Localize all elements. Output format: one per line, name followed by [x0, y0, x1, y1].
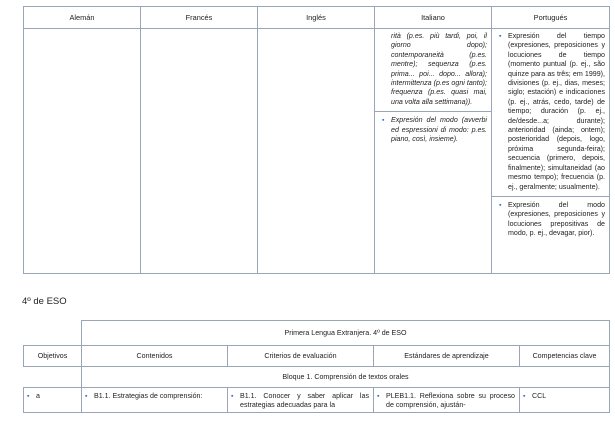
cell-estandares — [374, 388, 520, 413]
portugues-item-modo — [498, 201, 605, 239]
bullet-icon: ▪ — [377, 393, 380, 400]
objetivos-text: a — [36, 392, 40, 400]
contenidos-text: B1.1. Estrategias de comprensión: — [94, 392, 203, 400]
cell-frances — [141, 29, 258, 274]
cell-objetivos — [24, 388, 82, 413]
cell-ingles — [258, 29, 375, 274]
cell-criterios — [228, 388, 374, 413]
curriculum-table — [23, 320, 610, 413]
criterios-text: B1.1. Conocer y saber aplicar las estrategias adecuadas para la — [240, 392, 369, 409]
divider — [375, 111, 491, 112]
bullet-icon: ▪ — [27, 393, 30, 400]
italiano-item-modo-text: Expresión del modo (avverbi ed espressioni di modo: p.es. piano, così, insieme). — [391, 116, 487, 144]
bullet-icon: ▪ — [499, 201, 502, 209]
cell-competencias — [520, 388, 610, 413]
col-estandares: Estándares de aprendizaje — [374, 346, 520, 367]
column-header-row — [24, 346, 610, 367]
estandares-text: PLEB1.1. Reflexiona sobre su proceso de comprensión, ajustán- — [386, 392, 515, 409]
table-title: Primera Lengua Extranjera. 4º de ESO — [82, 321, 610, 346]
col-criterios: Criterios de evaluación — [228, 346, 374, 367]
cell-portugues — [492, 29, 610, 274]
section-heading: 4º de ESO — [22, 296, 67, 307]
bullet-icon: ▪ — [523, 393, 526, 400]
language-content-table — [23, 6, 610, 274]
cell-contenidos — [82, 388, 228, 413]
header-italiano: Italiano — [375, 7, 492, 29]
italiano-content — [375, 29, 491, 144]
portugues-item-tiempo — [498, 32, 605, 192]
col-objetivos: Objetivos — [24, 346, 82, 367]
header-aleman: Alemán — [24, 7, 141, 29]
language-header-row — [24, 7, 610, 29]
block-row — [24, 367, 610, 388]
divider — [492, 196, 609, 197]
portugues-item-tiempo-text: Expresión del tiempo (expresiones, preposiciones y locuciones de tiempo (momento puntual (p. ej., são quinze para as três; em 1999), divisiones (p. ej., dias, meses; siglo; estación) e indicaciones (p. ej., atrás, cedo, tarde) de tiempo; duración (p. ej., de/desde...a; durante); anterioridad (ainda; ontem); posterioridad (depois, logo, próxima segunda-feira); secuencia (primero, depois, finalmente); simultaneidad (ao mesmo tempo); frecuencia (p. ej., geralmente; usualmente). — [508, 32, 605, 191]
bullet-icon: ▪ — [231, 393, 234, 400]
col-competencias: Competencias clave — [520, 346, 610, 367]
italiano-continuation: rità (p.es. più tardi, poi, il giorno dopo); contemporaneità (p.es. mentre); sequenza (p.es. prima... poi... dopo... allora); intermittenza (p.es ogni tanto); frequenza (p.es. quasi mai, una volta alla settimana)). — [391, 32, 487, 106]
title-row — [24, 321, 610, 346]
block-title: Bloque 1. Comprensión de textos orales — [82, 367, 610, 388]
language-body-row — [24, 29, 610, 274]
cell-aleman — [24, 29, 141, 274]
col-contenidos: Contenidos — [82, 346, 228, 367]
cell-italiano — [375, 29, 492, 274]
empty-corner — [24, 321, 82, 346]
italiano-item-modo — [381, 116, 487, 144]
portugues-content — [492, 29, 609, 239]
header-ingles: Inglés — [258, 7, 375, 29]
header-frances: Francés — [141, 7, 258, 29]
header-portugues: Portugués — [492, 7, 610, 29]
bullet-icon: ▪ — [382, 117, 385, 125]
table-row — [24, 388, 610, 413]
bullet-icon: ▪ — [85, 393, 88, 400]
bullet-icon: ▪ — [499, 33, 502, 40]
empty-block-cell — [24, 367, 82, 388]
competencias-text: CCL — [532, 392, 547, 400]
portugues-item-modo-text: Expresión del modo (expresiones, preposiciones y locuciones prepositivas de modo, p. ej., devagar, pior). — [508, 200, 605, 238]
